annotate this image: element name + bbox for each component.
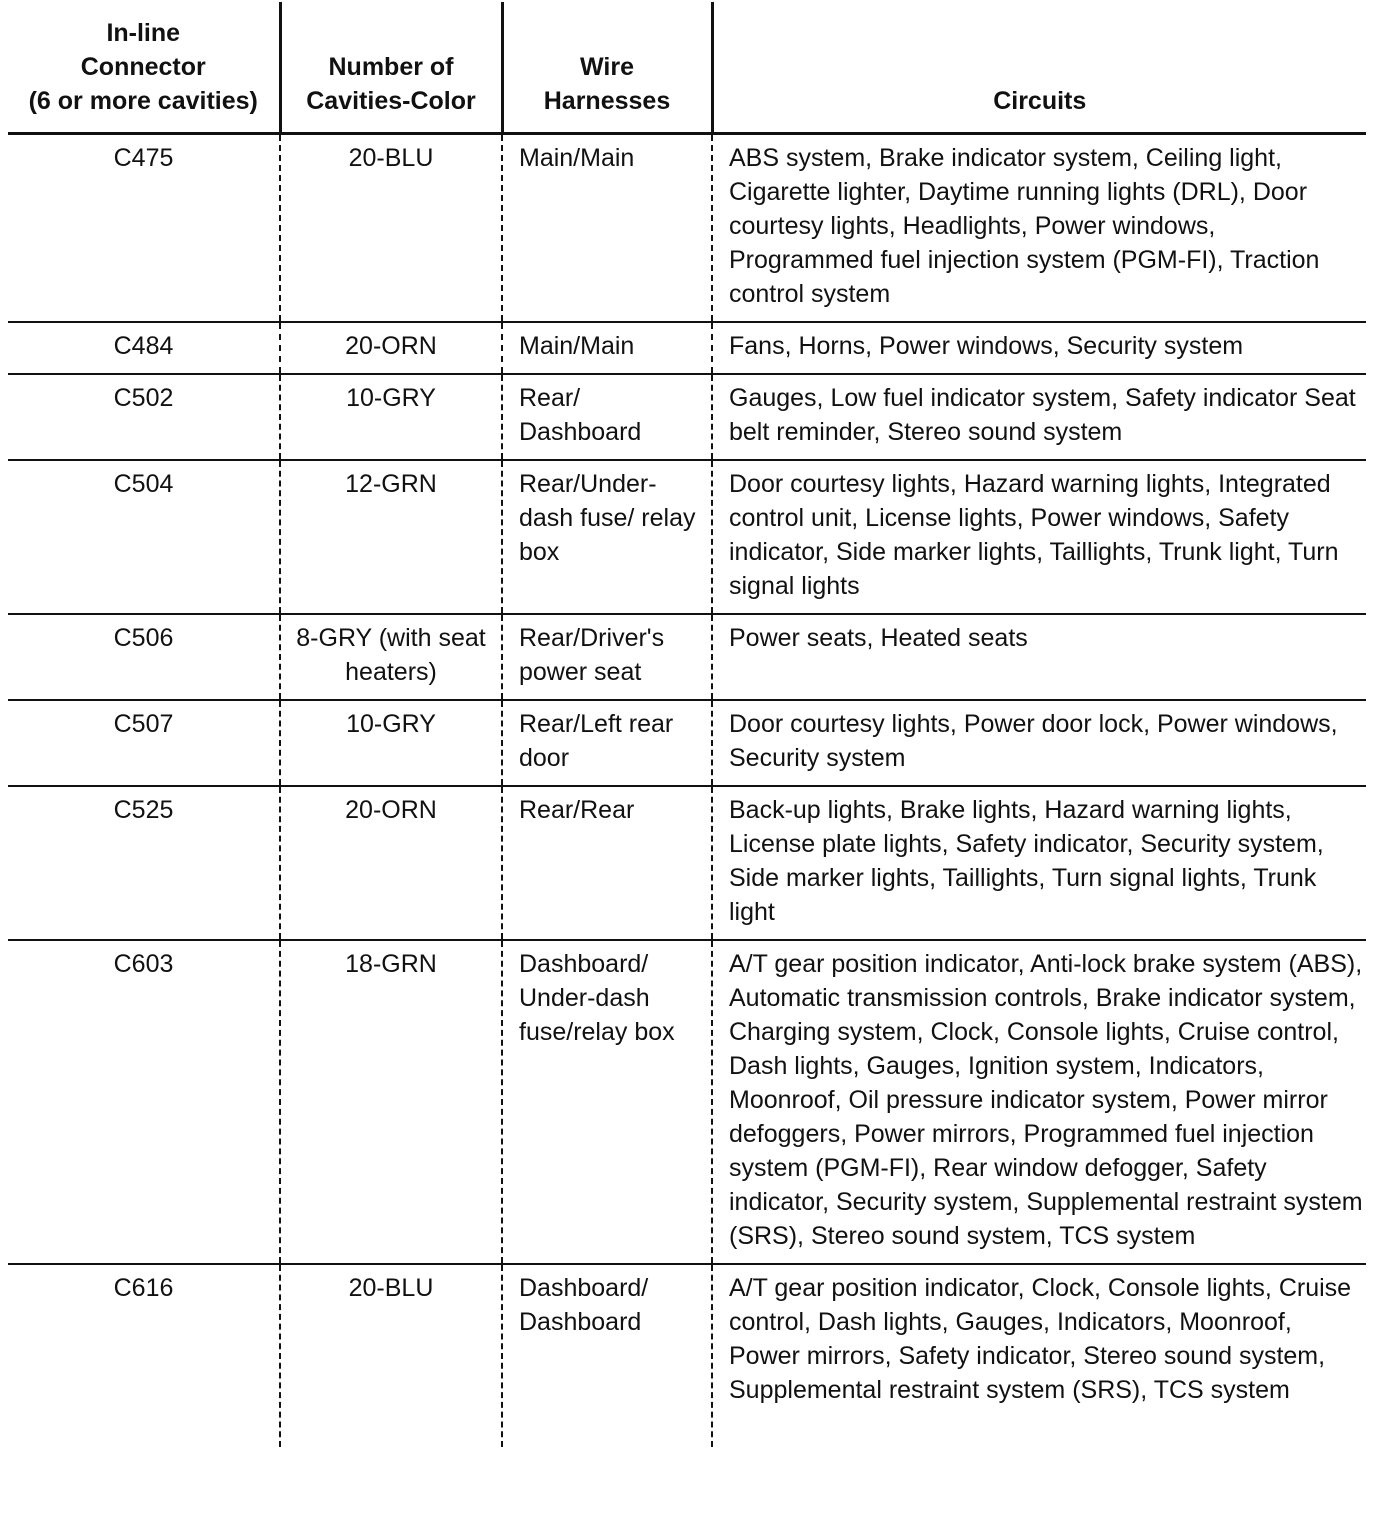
cavities-cell: 12-GRN: [280, 460, 502, 614]
circuits-cell: Door courtesy lights, Power door lock, Power windows, Security system: [712, 700, 1366, 786]
header-harnesses-line-2: Harnesses: [543, 87, 671, 115]
circuits-cell: Power seats, Heated seats: [712, 614, 1366, 700]
cavities-cell: 18-GRN: [280, 940, 502, 1264]
cavities-cell: 20-ORN: [280, 322, 502, 374]
table-row: [8, 134, 1366, 323]
cavities-cell: 8-GRY (with seat heaters): [280, 614, 502, 700]
header-connector-line-3: (6 or more cavities): [28, 87, 258, 115]
harness-cell: Dashboard/ Under-dash fuse/relay box: [502, 940, 712, 1264]
harness-cell: Dashboard/ Dashboard: [502, 1264, 712, 1447]
header-harnesses: [502, 2, 712, 134]
header-row: [8, 2, 1366, 134]
table-row: [8, 322, 1366, 374]
circuits-cell: A/T gear position indicator, Clock, Console lights, Cruise control, Dash lights, Gauges, Indicators, Moonroof, Power mirrors, Safety indicator, Stereo sound system, Supplemental restraint system (SRS), TCS system: [712, 1264, 1366, 1447]
connector-cell: C603: [8, 940, 280, 1264]
table-body: [8, 134, 1366, 1448]
header-circuits-line-1: Circuits: [993, 87, 1087, 115]
circuits-cell: Door courtesy lights, Hazard warning lights, Integrated control unit, License lights, Power windows, Safety indicator, Side marker lights, Taillights, Trunk light, Turn signal lights: [712, 460, 1366, 614]
table-row: [8, 700, 1366, 786]
cavities-cell: 10-GRY: [280, 374, 502, 460]
circuits-cell: Back-up lights, Brake lights, Hazard warning lights, License plate lights, Safety indicator, Security system, Side marker lights, Taillights, Turn signal lights, Trunk light: [712, 786, 1366, 940]
connector-cell: C507: [8, 700, 280, 786]
table-header: [8, 2, 1366, 134]
connector-cell: C475: [8, 134, 280, 323]
header-connector-line-1: In-line: [106, 19, 181, 47]
connector-cell: C525: [8, 786, 280, 940]
circuits-cell: Fans, Horns, Power windows, Security system: [712, 322, 1366, 374]
harness-cell: Rear/ Dashboard: [502, 374, 712, 460]
harness-cell: Rear/Driver's power seat: [502, 614, 712, 700]
connector-cell: C616: [113, 1274, 174, 1302]
table-row: [8, 1264, 1366, 1447]
header-connector: [8, 2, 280, 134]
connector-cell: C504: [8, 460, 280, 614]
table-row: [8, 374, 1366, 460]
harness-cell: Rear/Under-dash fuse/ relay box: [502, 460, 712, 614]
inline-connector-table: [8, 2, 1366, 1447]
connector-cell: C502: [8, 374, 280, 460]
harness-cell: Main/Main: [502, 322, 712, 374]
circuits-cell: A/T gear position indicator, Anti-lock brake system (ABS), Automatic transmission controls, Brake indicator system, Charging system, Clock, Console lights, Cruise control, Dash lights, Gauges, Ignition system, Indicators, Moonroof, Oil pressure indicator system, Power mirror defoggers, Power mirrors, Programmed fuel injection system (PGM-FI), Rear window defogger, Safety indicator, Security system, Supplemental restraint system (SRS), Stereo sound system, TCS system: [712, 940, 1366, 1264]
harness-cell: Main/Main: [502, 134, 712, 323]
harness-cell: Rear/Left rear door: [502, 700, 712, 786]
header-cavities-line-2: Cavities-Color: [306, 87, 476, 115]
cavities-cell: 20-BLU: [280, 134, 502, 323]
harness-cell: Rear/Rear: [502, 786, 712, 940]
connector-cell: C484: [8, 322, 280, 374]
header-circuits: [712, 2, 1366, 134]
table-row: [8, 460, 1366, 614]
circuits-cell: Gauges, Low fuel indicator system, Safety indicator Seat belt reminder, Stereo sound system: [712, 374, 1366, 460]
circuits-cell: ABS system, Brake indicator system, Ceiling light, Cigarette lighter, Daytime running lights (DRL), Door courtesy lights, Headlights, Power windows, Programmed fuel injection system (PGM-FI), Traction control system: [712, 134, 1366, 323]
table-row: [8, 940, 1366, 1264]
header-harnesses-line-1: Wire: [580, 53, 634, 81]
cavities-cell: 20-BLU: [280, 1264, 502, 1447]
header-connector-line-2: Connector: [80, 53, 206, 81]
cavities-cell: 10-GRY: [280, 700, 502, 786]
connector-cell: C506: [8, 614, 280, 700]
table-row: [8, 786, 1366, 940]
table-row: [8, 614, 1366, 700]
cavities-cell: 20-ORN: [280, 786, 502, 940]
header-cavities: [280, 2, 502, 134]
header-cavities-line-1: Number of: [328, 53, 454, 81]
